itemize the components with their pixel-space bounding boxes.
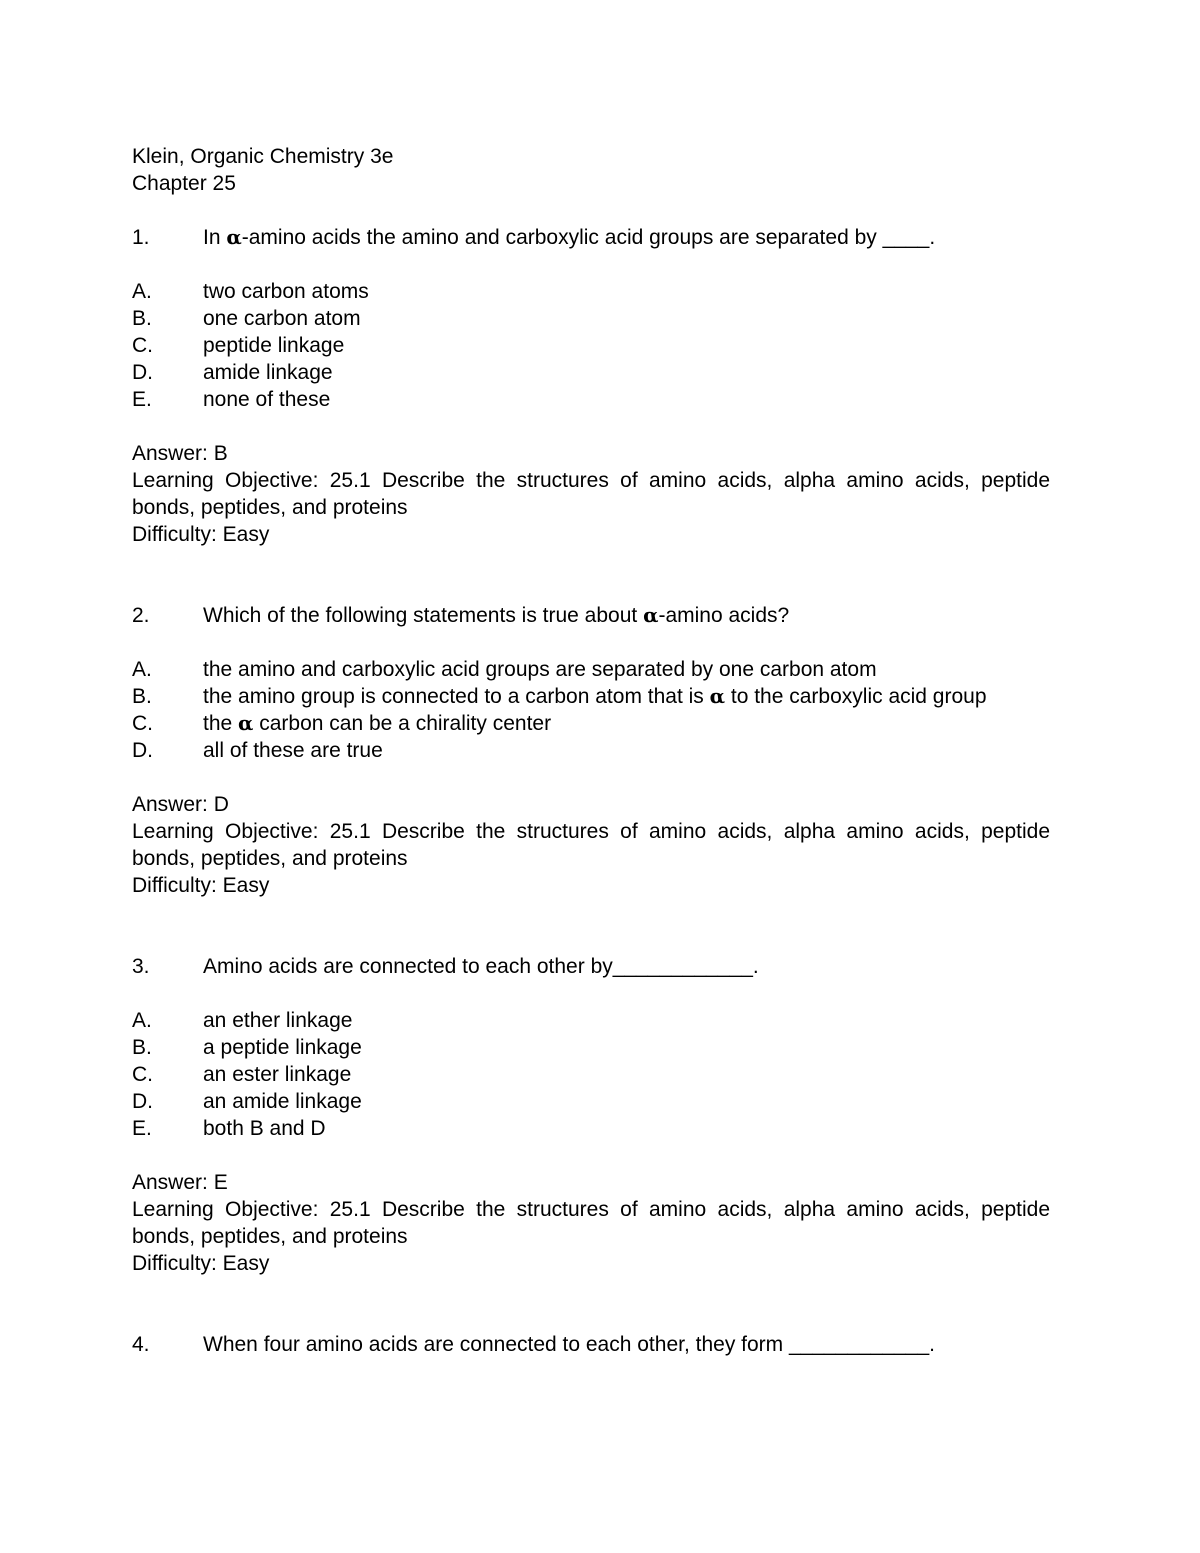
alpha-symbol: α — [226, 225, 242, 249]
question-number: 3. — [132, 955, 150, 978]
spacer — [132, 1277, 1050, 1331]
option-row — [132, 656, 1050, 683]
option-row — [132, 278, 1050, 305]
question-text-part: -amino acids the amino and carboxylic acid groups are separated by ____. — [241, 226, 936, 249]
option-text: both B and D — [203, 1117, 326, 1140]
option-text: all of these are true — [203, 739, 383, 762]
spacer — [132, 413, 1050, 440]
option-letter: A. — [132, 280, 152, 303]
option-letter: A. — [132, 1009, 152, 1032]
question-text-part: -amino acids? — [658, 604, 790, 627]
option-text: none of these — [203, 388, 331, 411]
option-letter: D. — [132, 361, 153, 384]
chapter-label: Chapter 25 — [132, 172, 236, 195]
question-text-part: Which of the following statements is true about — [203, 604, 644, 627]
option-letter: A. — [132, 658, 152, 681]
document-title: Klein, Organic Chemistry 3e — [132, 145, 394, 168]
option-text: amide linkage — [203, 361, 333, 384]
option-letter: E. — [132, 1117, 152, 1140]
answer-line: Answer: E — [132, 1171, 228, 1194]
option-letter: B. — [132, 307, 152, 330]
option-text: an amide linkage — [203, 1090, 362, 1113]
question-1-stem — [132, 224, 1050, 251]
spacer — [132, 980, 1050, 1007]
option-row — [132, 683, 1050, 710]
option-row — [132, 1007, 1050, 1034]
alpha-symbol: α — [643, 603, 659, 627]
difficulty-line: Difficulty: Easy — [132, 874, 270, 897]
question-4-stem — [132, 1331, 1050, 1358]
option-row — [132, 1088, 1050, 1115]
spacer — [132, 197, 1050, 224]
option-row — [132, 737, 1050, 764]
question-text: Amino acids are connected to each other by____________. — [203, 955, 759, 978]
spacer — [132, 1142, 1050, 1169]
spacer — [132, 899, 1050, 953]
option-text: an ester linkage — [203, 1063, 352, 1086]
option-text: one carbon atom — [203, 307, 361, 330]
option-letter: E. — [132, 388, 152, 411]
question-text — [203, 602, 1050, 629]
option-text — [203, 710, 1050, 737]
option-text — [203, 683, 1050, 710]
option-text: a peptide linkage — [203, 1036, 362, 1059]
question-text-part: In — [203, 226, 227, 249]
learning-objective: Learning Objective: 25.1 Describe the structures of amino acids, alpha amino acids, peptide bonds, peptides, and proteins — [132, 1198, 1050, 1248]
question-number: 4. — [132, 1333, 150, 1356]
option-letter: C. — [132, 1063, 153, 1086]
answer-line: Answer: B — [132, 442, 228, 465]
alpha-symbol: α — [709, 684, 726, 708]
option-text: peptide linkage — [203, 334, 345, 357]
option-text-part: the — [203, 712, 239, 735]
option-row — [132, 305, 1050, 332]
option-text: an ether linkage — [203, 1009, 353, 1032]
option-letter: C. — [132, 334, 153, 357]
option-letter: D. — [132, 1090, 153, 1113]
option-row — [132, 1061, 1050, 1088]
question-number: 1. — [132, 226, 150, 249]
option-letter: D. — [132, 739, 153, 762]
option-text-part: carbon can be a chirality center — [253, 712, 552, 735]
question-text: When four amino acids are connected to each other, they form ____________. — [203, 1333, 935, 1356]
difficulty-line: Difficulty: Easy — [132, 523, 270, 546]
option-row — [132, 710, 1050, 737]
learning-objective: Learning Objective: 25.1 Describe the structures of amino acids, alpha amino acids, peptide bonds, peptides, and proteins — [132, 820, 1050, 870]
question-2-stem — [132, 602, 1050, 629]
spacer — [132, 548, 1050, 602]
difficulty-line: Difficulty: Easy — [132, 1252, 270, 1275]
answer-line: Answer: D — [132, 793, 229, 816]
option-text-part: the amino group is connected to a carbon atom that is — [203, 685, 710, 708]
option-row — [132, 386, 1050, 413]
option-row — [132, 359, 1050, 386]
question-number: 2. — [132, 604, 150, 627]
spacer — [132, 251, 1050, 278]
alpha-symbol: α — [238, 711, 254, 735]
option-text: two carbon atoms — [203, 280, 369, 303]
question-text — [203, 224, 1050, 251]
option-letter: C. — [132, 712, 153, 735]
option-row — [132, 332, 1050, 359]
document-page — [132, 143, 1050, 1358]
learning-objective: Learning Objective: 25.1 Describe the structures of amino acids, alpha amino acids, peptide bonds, peptides, and proteins — [132, 469, 1050, 519]
option-letter: B. — [132, 685, 152, 708]
option-text-part: to the carboxylic acid group — [725, 685, 987, 708]
question-3-stem — [132, 953, 1050, 980]
option-text: the amino and carboxylic acid groups are separated by one carbon atom — [203, 658, 877, 681]
spacer — [132, 629, 1050, 656]
option-row — [132, 1034, 1050, 1061]
option-row — [132, 1115, 1050, 1142]
option-letter: B. — [132, 1036, 152, 1059]
spacer — [132, 764, 1050, 791]
